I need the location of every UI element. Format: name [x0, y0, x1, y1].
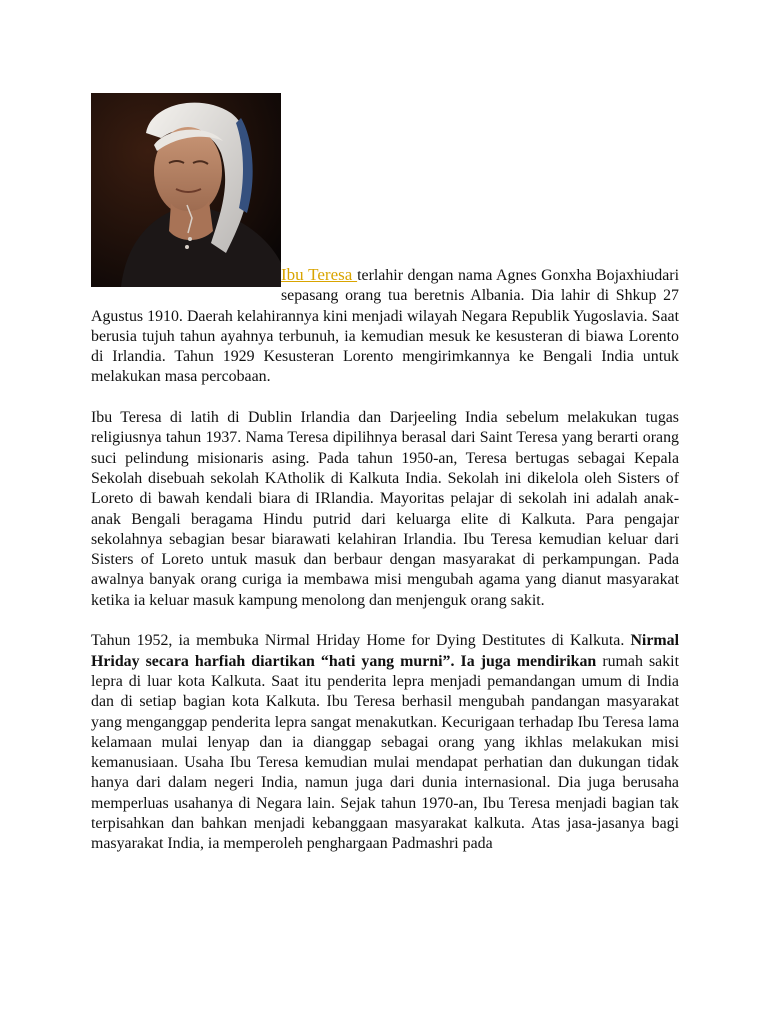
paragraph-nirmal-hriday	[91, 631, 679, 854]
portrait-photo	[91, 93, 281, 287]
paragraph-intro	[91, 93, 679, 388]
document-page	[91, 93, 679, 855]
portrait-illustration	[91, 93, 281, 287]
paragraph-training: Ibu Teresa di latih di Dublin Irlandia dan Darjeeling India sebelum melakukan tugas religiusnya tahun 1937. Nama Teresa dipilihnya berasal dari Saint Teresa yang berarti orang suci pelindung misionaris asing. Pada tahun 1950-an, Teresa bertugas sebagai Kepala Sekolah disebuah sekolah KAtholik di Kalkuta India. Sekolah ini dikelola oleh Sisters of Loreto di bawah kendali biara di IRlandia. Mayoritas pelajar di sekolah ini adalah anak-anak Bengali beragama Hindu putrid dari keluarga elite di Kalkuta. Para pengajar sekolahnya sebagian besar biarawati kelahiran Irlandia. Ibu Teresa kemudian keluar dari Sisters of Loreto untuk masuk dan berbaur dengan masyarakat di perkampungan. Pada awalnya banyak orang curiga ia membawa misi mengubah agama yang dianut masyarakat ketika ia keluar masuk kampung menolong dan menjenguk orang sakit.	[91, 409, 679, 609]
nirmal-text-start: Tahun 1952, ia membuka Nirmal Hriday Home for Dying Destitutes di Kalkuta.	[91, 632, 631, 650]
nirmal-text-bold: Nirmal Hriday secara harfiah diartikan “hati yang murni”. Ia juga mendirikan	[91, 632, 679, 670]
ibu-teresa-link[interactable]: Ibu Teresa	[281, 265, 358, 284]
intro-text: terlahir dengan nama Agnes Gonxha Bojaxhiudari sepasang orang tua beretnis Albania. Dia lahir di Shkup 27 Agustus 1910. Daerah kelahirannya kini menjadi wilayah Negara Republik Yugoslavia. Saat berusia tujuh tahun ayahnya terbunuh, ia kemudian mesuk ke kesusteran di biawa Lorento di Irlandia. Tahun 1929 Kesusteran Lorento mengirimkannya ke Bengali India untuk melakukan masa percobaan.	[91, 267, 680, 386]
nirmal-text-rest: rumah sakit lepra di luar kota Kalkuta. Saat itu penderita lepra menjadi pemandangan umum di India dan di setiap bagian kota Kalkuta. Ibu Teresa berhasil mengubah pandangan masyarakat yang menganggap penderita lepra sangat menakutkan. Kecurigaan terhadap Ibu Teresa lama kelamaan mulai lenyap dan ia dianggap sebagai orang yang ikhlas melakukan misi kemanusiaan. Usaha Ibu Teresa kemudian mulai mendapat perhatian dan dukungan tidak hanya dari dalam negeri India, namun juga dari dunia internasional. Dia juga berusaha memperluas usahanya di Negara lain. Sejak tahun 1970-an, Ibu Teresa menjadi bagian tak terpisahkan dan bahkan menjadi kebanggaan masyarakat kalkuta. Atas jasa-jasanya bagi masyarakat India, ia memperoleh penghargaan Padmashri pada	[91, 652, 679, 853]
